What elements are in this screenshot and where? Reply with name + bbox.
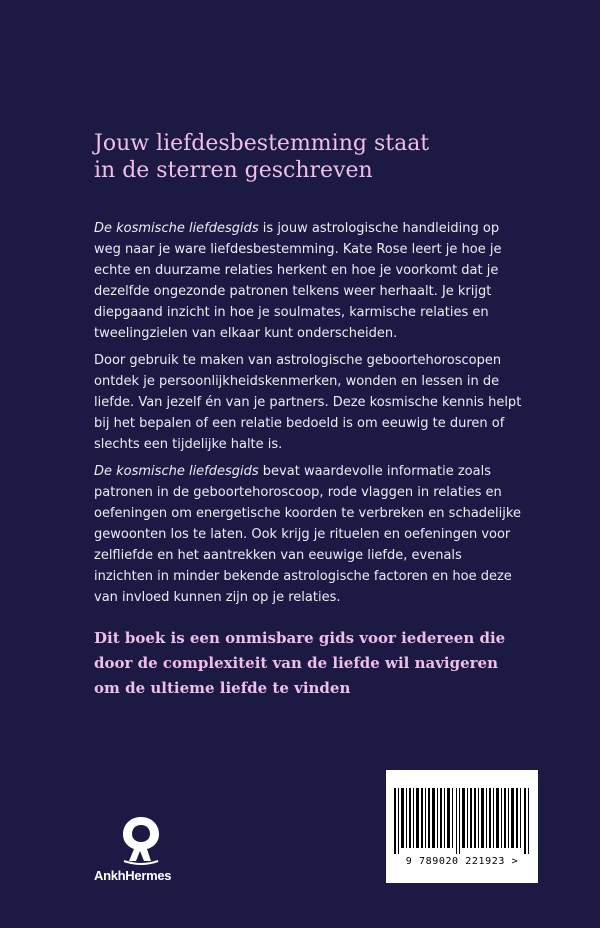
publisher-logo xyxy=(94,815,194,885)
cover-headline xyxy=(94,130,514,184)
tagline-line-3: om de ultieme liefde te vinden xyxy=(94,679,351,697)
book-title-italic: De kosmische liefdesgids xyxy=(94,464,259,479)
paragraph-3-text: bevat waardevolle informatie zoals patronen in de geboortehoroscoop, rode vlaggen in relaties en oefeningen om energetische koorden te verbreken en schadelijke gewoonten los te laten. Ook krijg je rituelen en oefeningen voor zelfliefde en het aantrekken van eeuwige liefde, evenals inzichten in minder bekende astrologische factoren en hoe deze van invloed kunnen zijn op je relaties. xyxy=(94,464,521,605)
headline-line-2: in de sterren geschreven xyxy=(94,158,373,183)
headline-line-1: Jouw liefdesbestemming staat xyxy=(94,131,430,156)
ankh-hermes-logo-icon xyxy=(118,815,164,867)
barcode-icon xyxy=(394,788,530,854)
publisher-name: AnkhHermes xyxy=(94,868,172,883)
tagline-line-2: door de complexiteit van de liefde wil navigeren xyxy=(94,654,498,672)
isbn-digits: 9 789020 221923 > xyxy=(405,856,519,867)
barcode-box xyxy=(386,770,538,883)
blurb-paragraph-2: Door gebruik te maken van astrologische geboortehoroscopen ontdek je persoonlijkheidskenmerken, wonden en lessen in de liefde. Van jezelf én van je partners. Deze kosmische kennis helpt bij het bepalen of een relatie bedoeld is om eeuwig te duren of slechts een tijdelijke halte is. xyxy=(94,353,522,452)
blurb-paragraph-1 xyxy=(94,218,524,344)
tagline-line-1: Dit boek is een onmisbare gids voor iedereen die xyxy=(94,629,506,647)
paragraph-1-text: is jouw astrologische handleiding op weg naar je ware liefdesbestemming. Kate Rose leert je hoe je echte en duurzame relaties herkent en hoe je voorkomt dat je dezelfde ongezonde patronen telkens weer herhaalt. Je krijgt diepgaand inzicht in hoe je soulmates, karmische relaties en tweelingzielen van elkaar kunt onderscheiden. xyxy=(94,221,502,341)
cover-tagline xyxy=(94,626,524,701)
book-title-italic: De kosmische liefdesgids xyxy=(94,221,259,236)
blurb-paragraph-3 xyxy=(94,461,524,608)
